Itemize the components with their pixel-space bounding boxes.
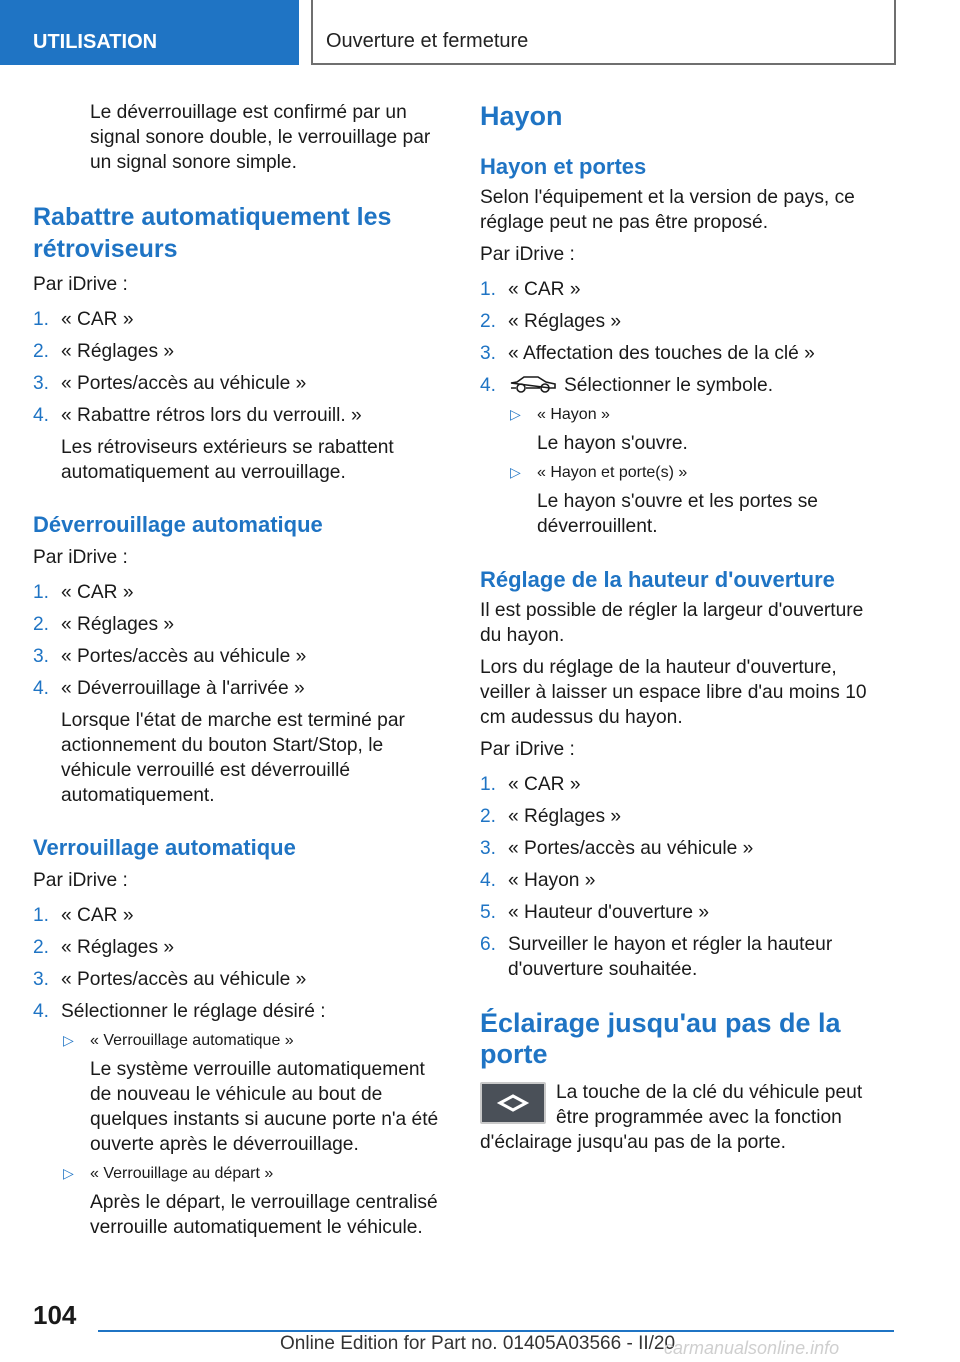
mirror-note: Les rétroviseurs extérieurs se rabattent automatiquement au verrouillage. [61, 437, 394, 483]
list-item: 1. « CAR » [480, 279, 581, 300]
heading-hayon-portes: Hayon et portes [480, 154, 647, 179]
list-item: 2. « Réglages » [33, 937, 175, 958]
footer-rule [98, 1330, 894, 1332]
left-column [33, 100, 443, 1240]
edition-text: Online Edition for Part no. 01405A03566 - II/20 [280, 1333, 676, 1354]
height-lead: Par iDrive : [480, 739, 575, 760]
height-p2: Lors du réglage de la hauteur d'ouverture, veiller à laisser un espace libre d'au moins 10 cm audessus du hayon. [480, 657, 867, 728]
page-title: Ouverture et fermeture [326, 30, 529, 52]
lock-option-1: ▷ « Verrouillage automatique » [63, 1032, 294, 1049]
list-item: 4. « Déverrouillage à l'arrivée » [33, 678, 305, 699]
hayon-lead: Par iDrive : [480, 244, 575, 265]
hayon-option-1-note: Le hayon s'ouvre. [537, 433, 688, 454]
list-item: 1. « CAR » [33, 905, 134, 926]
heading-hayon: Hayon [480, 101, 563, 131]
lock-option-1-note: Le système verrouille automatiquement de nouveau le véhicule au bout de quelques instants si aucune porte n'a été ouverte après le déverrouillage. [90, 1059, 439, 1155]
list-item: 3. « Portes/accès au véhicule » [33, 646, 307, 667]
list-item: 4. « Hayon » [480, 870, 596, 891]
heading-auto-lock: Verrouillage automatique [33, 835, 296, 860]
unlock-lead: Par iDrive : [33, 547, 128, 568]
unlock-steps [33, 580, 443, 701]
car-icon [508, 373, 558, 395]
lighting-paragraph: La touche de la clé du véhicule peut être programmée avec la fonction d'éclairage jusqu'au pas de la porte. [480, 1082, 863, 1153]
mirror-steps [33, 307, 443, 428]
list-item: 6. Surveiller le hayon et régler la hauteur d'ouverture souhaitée. [480, 934, 833, 980]
list-item: 2. « Réglages » [33, 341, 175, 362]
section-tab: UTILISATION [0, 0, 299, 65]
height-p1: Il est possible de régler la largeur d'ouverture du hayon. [480, 600, 864, 646]
lock-steps [33, 903, 443, 1024]
intro-text: Le déverrouillage est confirmé par un signal sonore double, le verrouillage par un signal sonore simple. [90, 102, 431, 173]
list-item: 2. « Réglages » [480, 311, 622, 332]
list-item: 3. « Portes/accès au véhicule » [480, 838, 754, 859]
height-steps [480, 772, 890, 982]
lock-lead: Par iDrive : [33, 870, 128, 891]
heading-doorstep-lighting: Éclairage jusqu'au pas de la porte [480, 1008, 841, 1069]
list-item: 5. « Hauteur d'ouverture » [480, 902, 709, 923]
list-item: 3. « Portes/accès au véhicule » [33, 373, 307, 394]
hayon-steps [480, 277, 890, 398]
list-item: 1. « CAR » [33, 309, 134, 330]
list-item: 4. « Rabattre rétros lors du verrouill. » [33, 405, 362, 426]
heading-auto-unlock: Déverrouillage automatique [33, 512, 323, 537]
list-item: 3. « Affectation des touches de la clé » [480, 343, 815, 364]
watermark: carmanualsonline.info [664, 1338, 840, 1358]
list-item: 1. « CAR » [480, 774, 581, 795]
triangle-bullet-icon: ▷ [510, 406, 521, 422]
hayon-option-1: ▷ « Hayon » [510, 406, 610, 423]
hayon-intro: Selon l'équipement et la version de pays, ce réglage peut ne pas être proposé. [480, 187, 855, 233]
triangle-bullet-icon: ▷ [63, 1032, 74, 1048]
hayon-option-2: ▷ « Hayon et porte(s) » [510, 464, 688, 481]
unlock-note: Lorsque l'état de marche est terminé par actionnement du bouton Start/Stop, le véhicule verrouillé est déverrouillé automatiquement. [61, 710, 405, 806]
key-button-icon [480, 1082, 546, 1124]
hayon-option-2-note: Le hayon s'ouvre et les portes se déverrouillent. [537, 491, 818, 537]
list-item: 4. Sélectionner le réglage désiré : [33, 1001, 326, 1022]
list-item: 4. Sélectionner le symbole. [480, 375, 774, 396]
list-item: 1. « CAR » [33, 582, 134, 603]
triangle-bullet-icon: ▷ [63, 1165, 74, 1181]
list-item: 2. « Réglages » [33, 614, 175, 635]
heading-mirror-fold: Rabattre automatiquement les rétroviseurs [33, 203, 392, 263]
list-item: 3. « Portes/accès au véhicule » [33, 969, 307, 990]
list-item: 2. « Réglages » [480, 806, 622, 827]
lock-option-2-note: Après le départ, le verrouillage centralisé verrouille automatiquement le véhicule. [90, 1192, 438, 1238]
page-number: 104 [33, 1300, 77, 1330]
lock-option-2: ▷ « Verrouillage au départ » [63, 1165, 274, 1182]
mirror-lead: Par iDrive : [33, 274, 128, 295]
triangle-bullet-icon: ▷ [510, 464, 521, 480]
right-column [480, 100, 890, 1155]
heading-opening-height: Réglage de la hauteur d'ouverture [480, 567, 835, 592]
